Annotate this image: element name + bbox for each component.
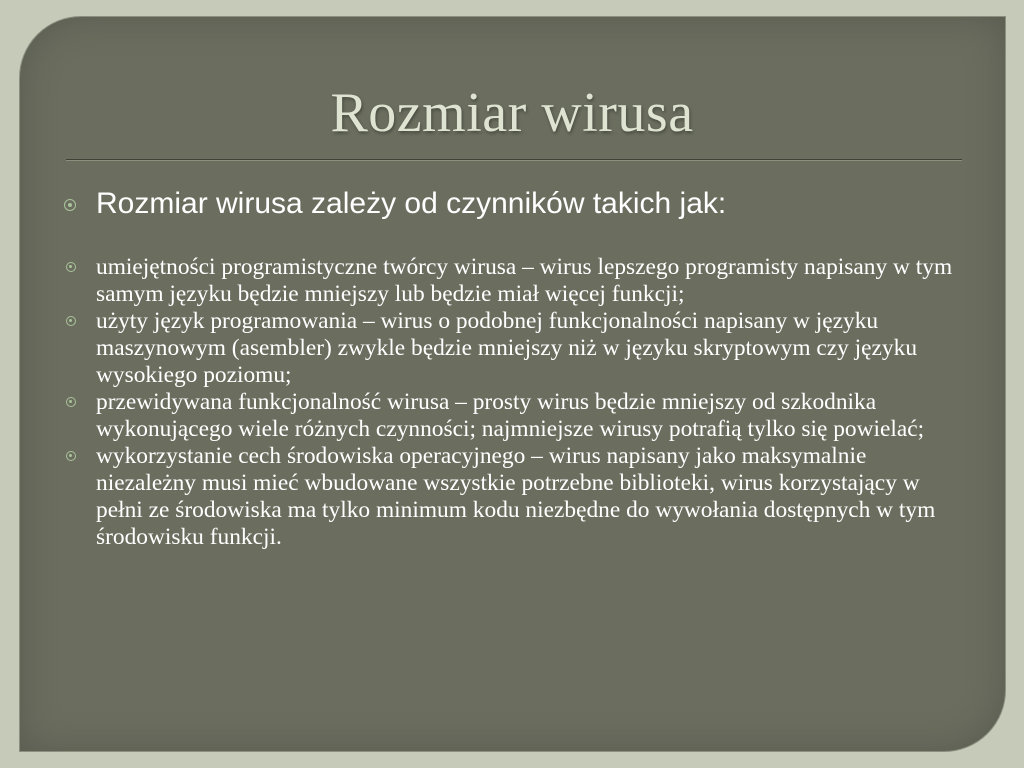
bullet-list <box>62 184 972 551</box>
circle-dot-bullet-icon <box>66 316 76 326</box>
sub-bullet-functionality <box>62 389 972 443</box>
sub-bullet-environment <box>62 443 972 551</box>
lead-bullet <box>62 184 972 224</box>
circle-dot-bullet-icon <box>64 199 76 211</box>
sub-bullet-text: umiejętności programistyczne twórcy wirusa – wirus lepszego programisty napisany w tym samym języku będzie mniejszy lub będzie miał więcej funkcji; <box>96 254 953 307</box>
lead-bullet-text: Rozmiar wirusa zależy od czynników takich jak: <box>96 187 727 220</box>
sub-bullet-language <box>62 308 972 389</box>
circle-dot-bullet-icon <box>66 262 76 272</box>
circle-dot-bullet-icon <box>66 451 76 461</box>
title-divider <box>66 159 962 161</box>
sub-bullet-text: przewidywana funkcjonalność wirusa – prosty wirus będzie mniejszy od szkodnika wykonującego wiele różnych czynności; najmniejsze wirusy potrafią tylko się powielać; <box>96 389 925 442</box>
sub-bullet-skills <box>62 254 972 308</box>
circle-dot-bullet-icon <box>66 397 76 407</box>
sub-bullet-text: wykorzystanie cech środowiska operacyjnego – wirus napisany jako maksymalnie niezależny musi mieć wbudowane wszystkie potrzebne biblioteki, wirus korzystający w pełni ze środowiska ma tylko minimum kodu niezbędne do wywołania dostępnych w tym środowisku funkcji. <box>96 443 936 550</box>
slide-title: Rozmiar wirusa <box>330 82 694 144</box>
sub-bullet-text: użyty język programowania – wirus o podobnej funkcjonalności napisany w języku maszynowym (asembler) zwykle będzie mniejszy niż w języku skryptowym czy języku wysokiego poziomu; <box>96 308 918 388</box>
